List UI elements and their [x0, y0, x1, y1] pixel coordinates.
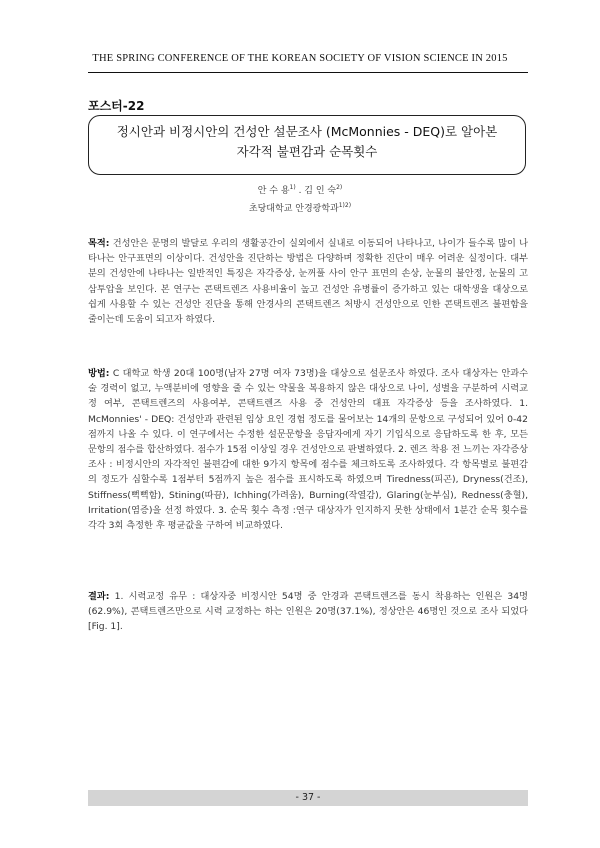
title-box	[88, 115, 526, 175]
conference-header: THE SPRING CONFERENCE OF THE KOREAN SOCIETY OF VISION SCIENCE IN 2015	[92, 53, 508, 64]
author-1-affiliation-mark: 1)	[289, 184, 296, 191]
poster-label: 포스터-22	[88, 99, 145, 113]
affiliation	[0, 201, 600, 214]
result-text: 1. 시력교정 유무 : 대상자중 비정시안 54명 중 안경과 콘택트렌즈를 동시 착용하는 인원은 34명(62.9%), 콘택트렌즈만으로 시력 교정하는 하는 인원은 20명(37.1%), 정상안은 46명인 것으로 조사 되었다[Fig. 1].	[88, 591, 528, 633]
author-2-affiliation-mark: 2)	[336, 184, 343, 191]
result-paragraph	[88, 589, 528, 635]
method-paragraph	[88, 366, 528, 533]
title-line-2: 자각적 불편감과 순목횟수	[236, 144, 378, 159]
purpose-paragraph	[88, 236, 528, 327]
author-separator: .	[295, 186, 305, 196]
author-line	[0, 185, 600, 198]
result-label: 결과:	[88, 591, 110, 602]
page-number: - 37 -	[295, 792, 321, 803]
title-line-1: 정시안과 비정시안의 건성안 설문조사 (McMonnies - DEQ)로 알아본	[116, 124, 498, 139]
method-text: C 대학교 학생 20대 100명(남자 27명 여자 73명)을 대상으로 설문조사 하였다. 조사 대상자는 안과수술 경력이 없고, 누액분비에 영향을 줄 수 있는 약물을 복용하지 않은 대상으로 나이, 성별을 구분하여 시력교정 여부, 콘택트렌즈의 사용여부, 콘택트렌즈 사용 중 건성안의 대표 자각증상 등을 조사하였다. 1. McMonnies' - DEQ: 건성안과 관련된 임상 요인 경험 정도를 물어보는 14개의 문항으로 구성되어 있어 0-42점까지 나올 수 있다. 이 연구에서는 수정한 설문문항을 응답자에게 자기 기입식으로 응답하도록 한 후, 모든 문항의 점수를 합산하였다. 점수가 15점 이상일 경우 건성안으로 판별하였다. 2. 렌즈 착용 전 느끼는 자각증상 조사 : 비정시안의 자각적인 불편감에 대한 9가지 항목에 점수를 체크하도록 조사하였다. 각 항목별로 불편감의 정도가 심할수록 1점부터 5점까지 높은 점수를 표시하도록 하였으며 Tiredness(피곤), Dryness(건조), Stiffness(뻑뻑함), Stining(따끔), Ichhing(가려움), Burning(작열감), Glaring(눈부심), Redness(충혈), Irritation(염증)을 선정 하였다. 3. 순목 횟수 측정 :연구 대상자가 인지하지 못한 상태에서 1분간 순목 횟수를 각각 3회 측정한 후 평균값을 구하여 비교하였다.	[88, 368, 528, 532]
author-1: 안 수 용	[257, 186, 290, 196]
page-footer	[88, 790, 528, 806]
method-label: 방법:	[88, 368, 110, 379]
affiliation-mark: 1)2)	[338, 202, 352, 209]
purpose-label: 목적:	[88, 238, 110, 249]
header-divider	[88, 72, 528, 73]
affiliation-text: 초당대학교 안경광학과	[248, 204, 339, 214]
purpose-text: 건성안은 문명의 발달로 우리의 생활공간이 실외에서 실내로 이동되어 나타나고, 나이가 들수록 많이 나타나는 안구표면의 이상이다. 건성안을 진단하는 방법은 다양하며 정확한 진단이 매우 어려운 실정이다. 대부분의 건성안에 나타나는 일반적인 특징은 자각증상, 눈꺼풀 사이 안구 표면의 손상, 눈물의 불안정, 눈물의 고삼투압을 보인다. 본 연구는 콘택트렌즈 사용비율이 높고 건성안 유병률이 증가하고 있는 대학생을 대상으로 쉽게 사용할 수 있는 건성안 진단을 통해 안경사의 콘택트렌즈 처방시 건성안으로 인한 콘택트렌즈 불편함을 줄이는데 도움이 되고자 하였다.	[88, 238, 528, 326]
author-2: 김 인 숙	[304, 186, 337, 196]
